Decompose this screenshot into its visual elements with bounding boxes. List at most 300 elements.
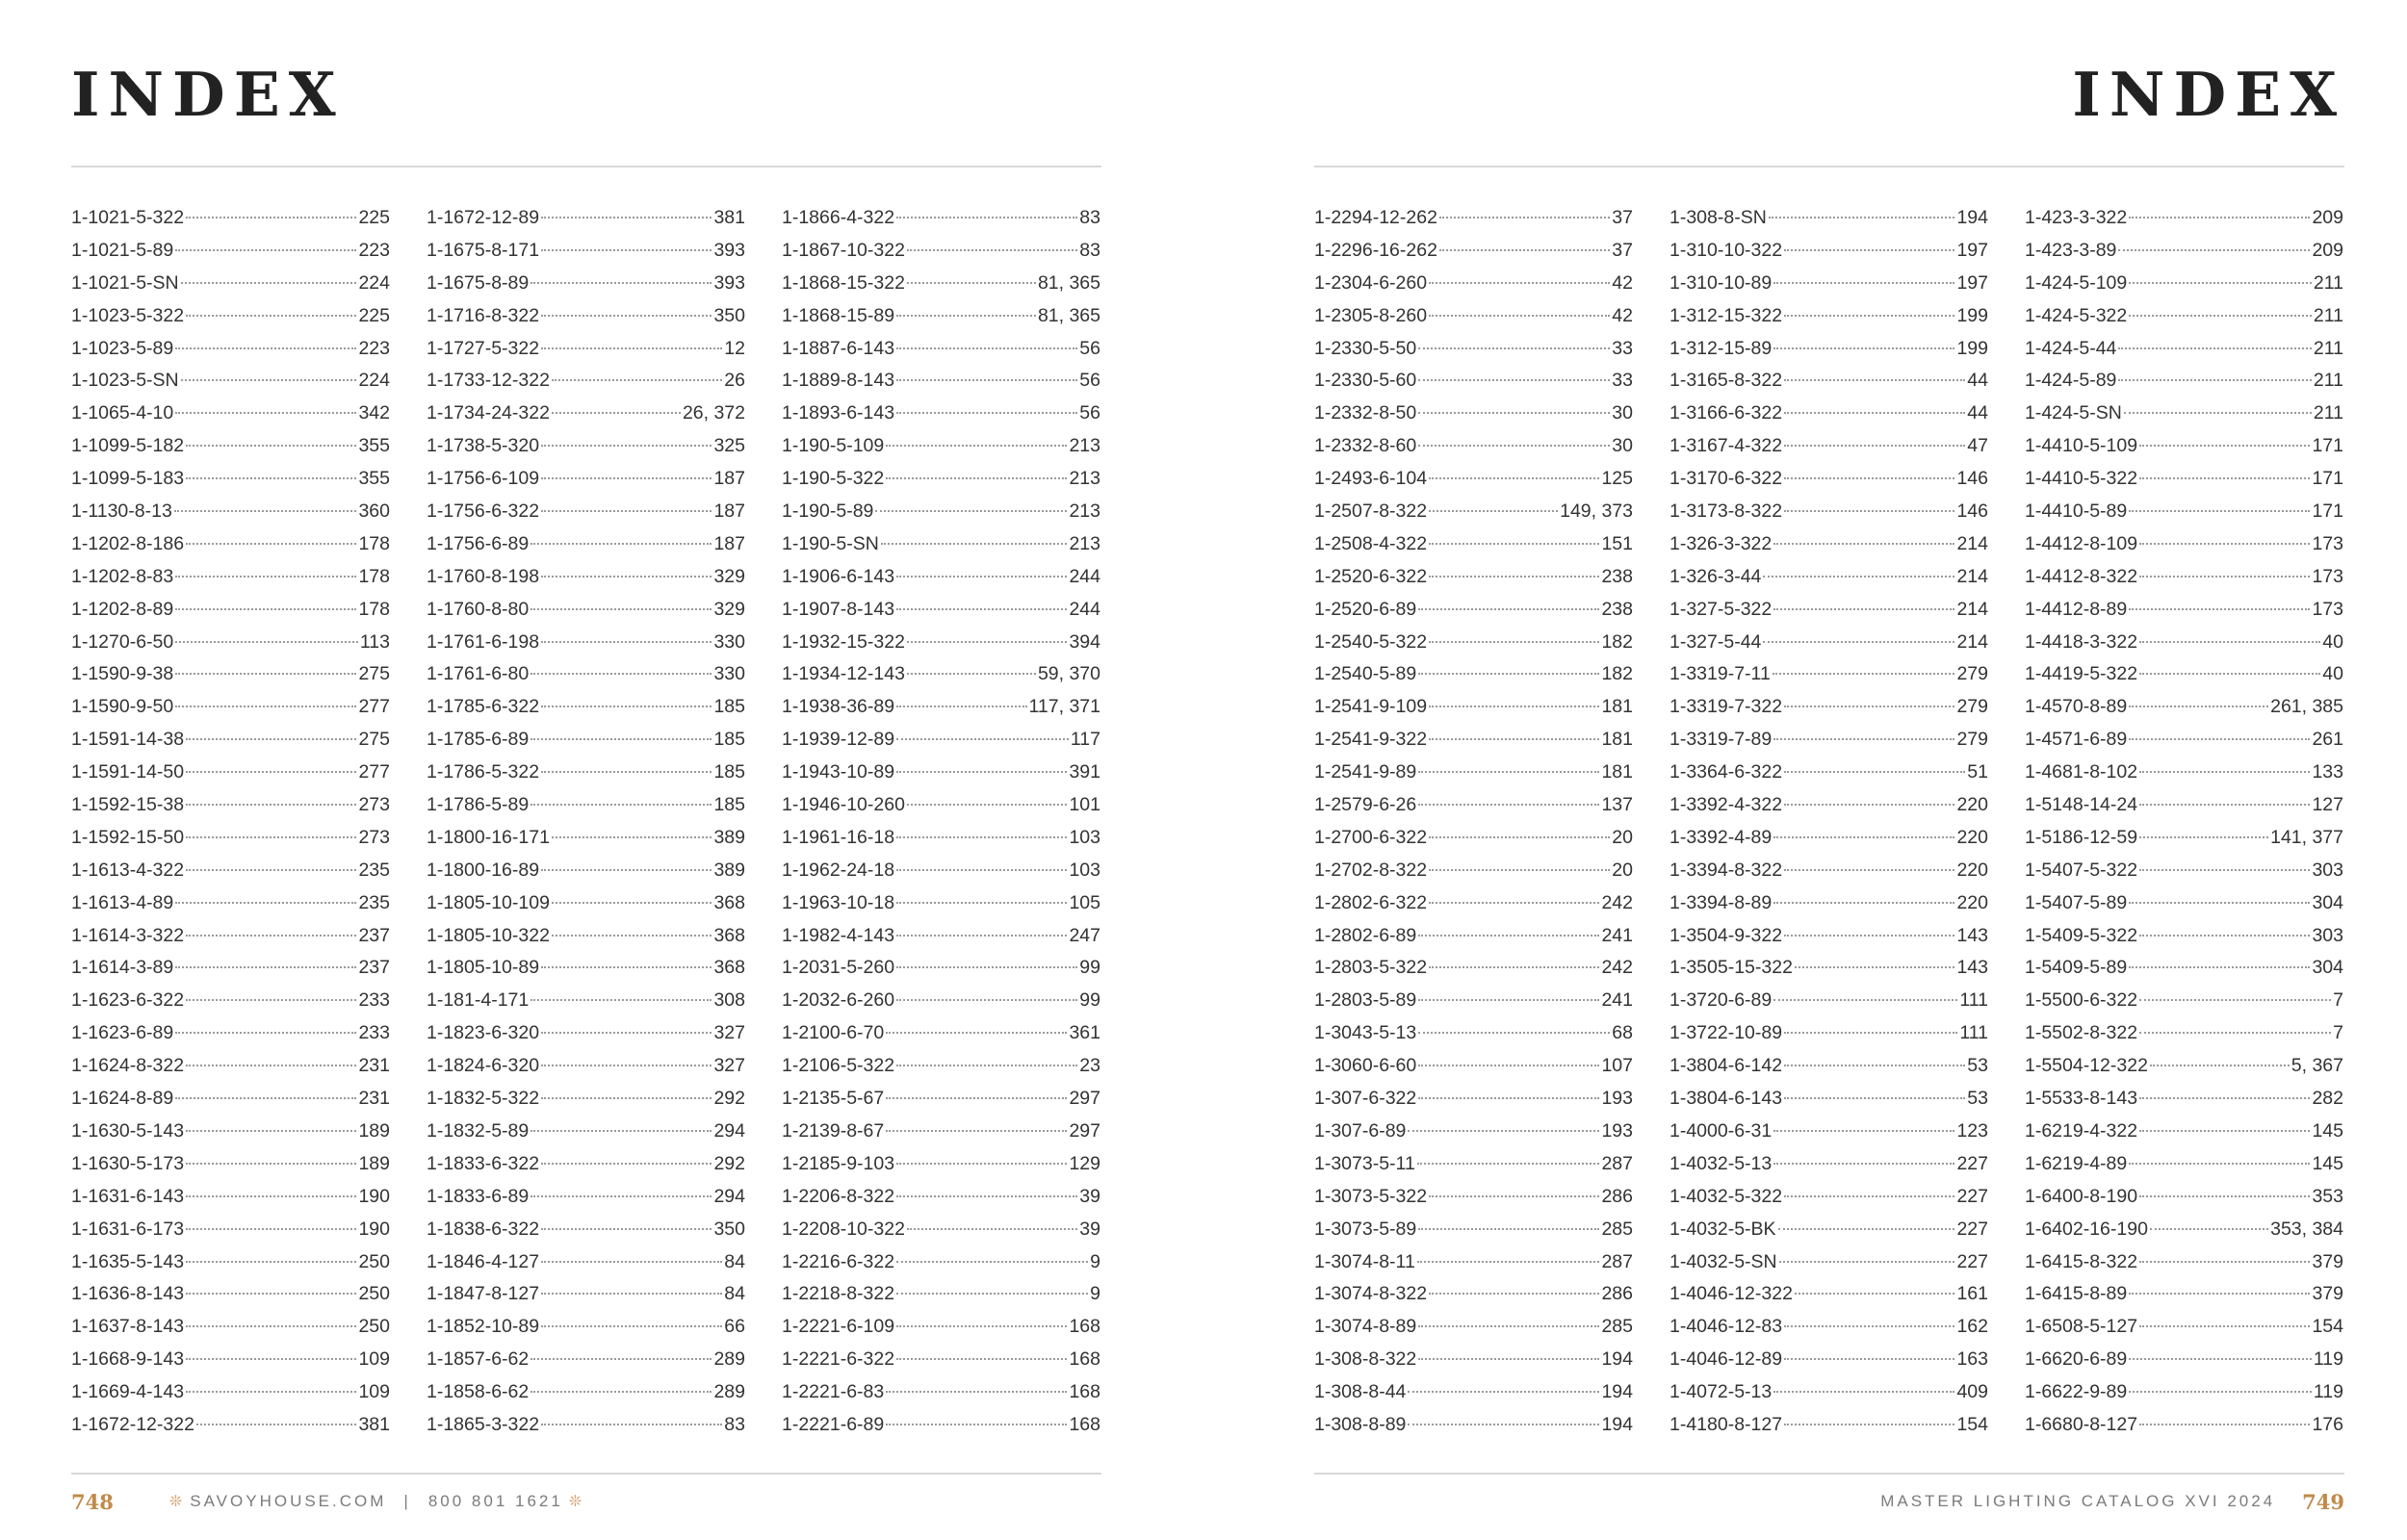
dot-leader bbox=[886, 1032, 1067, 1034]
item-code: 1-312-15-322 bbox=[1669, 304, 1783, 326]
dot-leader bbox=[552, 379, 722, 381]
page-reference: 182 bbox=[1601, 663, 1633, 685]
index-entry bbox=[2025, 1214, 2343, 1246]
item-code: 1-1805-10-322 bbox=[427, 924, 550, 946]
dot-leader bbox=[2139, 641, 2320, 643]
index-entry bbox=[427, 1050, 745, 1083]
page-reference: 194 bbox=[1956, 207, 1988, 228]
item-code: 1-2579-6-26 bbox=[1314, 794, 1417, 816]
item-code: 1-3073-5-322 bbox=[1314, 1185, 1428, 1207]
dot-leader bbox=[1773, 836, 1954, 838]
index-entry bbox=[1314, 365, 1633, 398]
page-reference: 181 bbox=[1601, 761, 1633, 783]
item-code: 1-2221-6-83 bbox=[782, 1381, 885, 1403]
index-entry bbox=[427, 1376, 745, 1409]
index-entry bbox=[71, 757, 390, 789]
index-entry bbox=[427, 952, 745, 985]
item-code: 1-3074-8-322 bbox=[1314, 1283, 1428, 1305]
item-code: 1-1630-5-173 bbox=[71, 1152, 185, 1174]
item-code: 1-1805-10-89 bbox=[427, 957, 540, 979]
page-reference: 327 bbox=[713, 1022, 745, 1044]
index-entry bbox=[71, 1311, 390, 1344]
dot-leader bbox=[1418, 1358, 1599, 1360]
item-code: 1-1669-4-143 bbox=[71, 1381, 185, 1403]
item-code: 1-3167-4-322 bbox=[1669, 435, 1783, 457]
page-reference: 224 bbox=[358, 271, 390, 294]
item-code: 1-5409-5-322 bbox=[2025, 924, 2138, 946]
item-code: 1-1760-8-80 bbox=[427, 598, 530, 620]
page-reference: 353 bbox=[2312, 1185, 2343, 1207]
item-code: 1-2802-6-89 bbox=[1314, 924, 1417, 946]
dot-leader bbox=[531, 608, 712, 610]
item-code: 1-4419-5-322 bbox=[2025, 663, 2138, 685]
page-reference: 213 bbox=[1069, 532, 1100, 554]
index-entry bbox=[2025, 268, 2343, 300]
index-entry bbox=[427, 365, 745, 398]
dot-leader bbox=[1778, 1228, 1955, 1230]
dot-leader bbox=[1784, 1325, 1954, 1327]
dot-leader bbox=[1418, 412, 1610, 414]
dot-leader bbox=[896, 836, 1067, 838]
page-reference: 185 bbox=[713, 696, 745, 718]
page-reference: 381 bbox=[358, 1413, 390, 1435]
index-entry bbox=[2025, 985, 2343, 1017]
dot-leader bbox=[186, 738, 356, 740]
page-reference: 105 bbox=[1069, 891, 1100, 913]
item-code: 1-4570-8-89 bbox=[2025, 696, 2128, 718]
page-reference: 368 bbox=[713, 957, 745, 979]
dot-leader bbox=[896, 217, 1077, 218]
index-entry bbox=[1669, 627, 1988, 659]
page-reference: 231 bbox=[358, 1055, 390, 1077]
dot-leader bbox=[1418, 1228, 1599, 1230]
index-entry bbox=[782, 463, 1100, 496]
page-reference: 213 bbox=[1069, 435, 1100, 457]
page-reference: 151 bbox=[1601, 532, 1633, 554]
index-entry bbox=[427, 985, 745, 1017]
item-code: 1-308-8-89 bbox=[1314, 1413, 1407, 1435]
index-entry bbox=[1669, 528, 1988, 561]
item-code: 1-3319-7-89 bbox=[1669, 729, 1773, 751]
item-code: 1-2330-5-60 bbox=[1314, 370, 1417, 392]
item-code: 1-4412-8-89 bbox=[2025, 598, 2128, 620]
dot-leader bbox=[907, 282, 1036, 284]
index-entry bbox=[1314, 268, 1633, 300]
item-code: 1-424-5-SN bbox=[2025, 402, 2122, 424]
item-code: 1-2520-6-89 bbox=[1314, 598, 1417, 620]
item-code: 1-1857-6-62 bbox=[427, 1348, 530, 1371]
item-code: 1-6400-8-190 bbox=[2025, 1185, 2138, 1207]
page-reference: 197 bbox=[1956, 239, 1988, 261]
index-entry bbox=[1669, 398, 1988, 430]
index-entry bbox=[427, 1214, 745, 1246]
page-reference: 391 bbox=[1069, 761, 1100, 783]
index-entry bbox=[782, 691, 1100, 724]
dot-leader bbox=[2129, 738, 2310, 740]
dot-leader bbox=[1418, 1097, 1599, 1099]
index-entry bbox=[71, 398, 390, 430]
item-code: 1-2106-5-322 bbox=[782, 1055, 895, 1077]
index-entry bbox=[427, 1083, 745, 1116]
dot-leader bbox=[186, 543, 356, 545]
dot-leader bbox=[1773, 543, 1954, 545]
page-reference: 117, 371 bbox=[1028, 696, 1100, 718]
page-reference: 225 bbox=[358, 207, 390, 228]
dot-leader bbox=[1429, 706, 1599, 707]
page-reference: 20 bbox=[1612, 859, 1633, 881]
page-reference: 193 bbox=[1601, 1088, 1633, 1110]
index-entry bbox=[427, 300, 745, 333]
index-entry bbox=[71, 235, 390, 268]
dot-leader bbox=[2129, 1293, 2310, 1295]
index-entry bbox=[2025, 691, 2343, 724]
index-entry bbox=[71, 1083, 390, 1116]
index-entry bbox=[2025, 1344, 2343, 1376]
dot-leader bbox=[186, 315, 356, 317]
page-reference: 143 bbox=[1956, 957, 1988, 979]
index-entry bbox=[1314, 1214, 1633, 1246]
index-entry bbox=[427, 398, 745, 430]
item-code: 1-6680-8-127 bbox=[2025, 1413, 2138, 1435]
dot-leader bbox=[2139, 1195, 2310, 1197]
index-entry bbox=[1314, 1017, 1633, 1050]
index-entry bbox=[1314, 528, 1633, 561]
dot-leader bbox=[1429, 1195, 1599, 1197]
item-code: 1-1838-6-322 bbox=[427, 1218, 540, 1240]
index-entry bbox=[1669, 268, 1988, 300]
item-code: 1-4032-5-13 bbox=[1669, 1152, 1773, 1174]
dot-leader bbox=[2129, 608, 2310, 610]
dot-leader bbox=[896, 902, 1067, 904]
index-entry bbox=[1669, 463, 1988, 496]
dot-leader bbox=[2129, 510, 2310, 512]
item-code: 1-2221-6-109 bbox=[782, 1316, 895, 1338]
dot-leader bbox=[2129, 1163, 2310, 1165]
dot-leader bbox=[541, 249, 712, 251]
page-reference: 303 bbox=[2312, 859, 2343, 881]
page-reference: 123 bbox=[1956, 1119, 1988, 1142]
index-column bbox=[782, 202, 1100, 1442]
index-entry bbox=[782, 887, 1100, 920]
dot-leader bbox=[875, 510, 1067, 512]
item-code: 1-1907-8-143 bbox=[782, 598, 895, 620]
dot-leader bbox=[2118, 379, 2312, 381]
item-code: 1-4046-12-83 bbox=[1669, 1316, 1783, 1338]
page-reference: 327 bbox=[713, 1055, 745, 1077]
page-reference: 220 bbox=[1956, 794, 1988, 816]
index-entry bbox=[1314, 333, 1633, 366]
index-entry bbox=[427, 1017, 745, 1050]
page-reference: 294 bbox=[713, 1119, 745, 1142]
item-code: 1-1866-4-322 bbox=[782, 207, 895, 228]
item-code: 1-424-5-322 bbox=[2025, 304, 2128, 326]
dot-leader bbox=[1418, 673, 1599, 675]
index-entry bbox=[1314, 887, 1633, 920]
index-entry bbox=[2025, 887, 2343, 920]
page-reference: 297 bbox=[1069, 1119, 1100, 1142]
item-code: 1-1636-8-143 bbox=[71, 1283, 185, 1305]
page-reference: 66 bbox=[724, 1316, 745, 1338]
page-reference: 9 bbox=[1090, 1250, 1100, 1272]
index-entry bbox=[1314, 1344, 1633, 1376]
page-reference: 244 bbox=[1069, 598, 1100, 620]
item-code: 1-1887-6-143 bbox=[782, 337, 895, 359]
page-reference: 368 bbox=[713, 924, 745, 946]
page-reference: 149, 373 bbox=[1560, 500, 1633, 523]
dot-leader bbox=[175, 1097, 356, 1099]
dot-leader bbox=[2139, 673, 2320, 675]
index-entry bbox=[1314, 202, 1633, 235]
index-entry bbox=[2025, 496, 2343, 528]
item-code: 1-1591-14-38 bbox=[71, 729, 185, 751]
page-reference: 107 bbox=[1601, 1055, 1633, 1077]
page-reference: 220 bbox=[1956, 859, 1988, 881]
item-code: 1-1130-8-13 bbox=[71, 500, 172, 523]
page-reference: 350 bbox=[713, 304, 745, 326]
index-entry bbox=[427, 822, 745, 855]
item-code: 1-1868-15-322 bbox=[782, 271, 905, 294]
page-reference: 168 bbox=[1069, 1316, 1100, 1338]
dot-leader bbox=[1439, 249, 1610, 251]
item-code: 1-1624-8-322 bbox=[71, 1055, 185, 1077]
index-entry bbox=[782, 1311, 1100, 1344]
dot-leader bbox=[896, 1261, 1088, 1263]
index-entry bbox=[71, 300, 390, 333]
item-code: 1-2493-6-104 bbox=[1314, 468, 1428, 490]
item-code: 1-1946-10-260 bbox=[782, 794, 905, 816]
item-code: 1-2541-9-109 bbox=[1314, 696, 1428, 718]
index-entry bbox=[1314, 1246, 1633, 1279]
page-reference: 286 bbox=[1601, 1283, 1633, 1305]
dot-leader bbox=[896, 1163, 1067, 1165]
item-code: 1-3165-8-322 bbox=[1669, 370, 1783, 392]
page-reference: 59, 370 bbox=[1037, 663, 1100, 685]
index-entry bbox=[71, 658, 390, 691]
dot-leader bbox=[1784, 379, 1965, 381]
footer-divider bbox=[1314, 1473, 2344, 1475]
page-reference: 231 bbox=[358, 1088, 390, 1110]
item-code: 1-308-8-322 bbox=[1314, 1348, 1417, 1371]
index-entry bbox=[71, 365, 390, 398]
index-entry bbox=[2025, 300, 2343, 333]
item-code: 1-310-10-322 bbox=[1669, 239, 1783, 261]
page-reference: 237 bbox=[358, 924, 390, 946]
item-code: 1-1934-12-143 bbox=[782, 663, 905, 685]
item-code: 1-6219-4-322 bbox=[2025, 1119, 2138, 1142]
page-reference: 227 bbox=[1956, 1152, 1988, 1174]
index-entry bbox=[782, 1017, 1100, 1050]
item-code: 1-1738-5-320 bbox=[427, 435, 540, 457]
item-code: 1-5533-8-143 bbox=[2025, 1088, 2138, 1110]
item-code: 1-5186-12-59 bbox=[2025, 826, 2138, 848]
item-code: 1-1099-5-182 bbox=[71, 435, 185, 457]
item-code: 1-2218-8-322 bbox=[782, 1283, 895, 1305]
index-entry bbox=[782, 235, 1100, 268]
page-reference: 51 bbox=[1967, 761, 1988, 783]
page-reference: 111 bbox=[1959, 1022, 1988, 1044]
page-reference: 173 bbox=[2312, 532, 2343, 554]
page-reference: 199 bbox=[1956, 304, 1988, 326]
page-reference: 227 bbox=[1956, 1218, 1988, 1240]
page-reference: 250 bbox=[358, 1283, 390, 1305]
index-entry bbox=[1314, 1050, 1633, 1083]
dot-leader bbox=[1784, 869, 1954, 871]
dot-leader bbox=[186, 445, 356, 447]
item-code: 1-2803-5-322 bbox=[1314, 957, 1428, 979]
page-reference: 242 bbox=[1601, 957, 1633, 979]
page-reference: 99 bbox=[1079, 989, 1100, 1012]
index-entry bbox=[1314, 1148, 1633, 1181]
item-code: 1-1623-6-89 bbox=[71, 1022, 174, 1044]
page-reference: 250 bbox=[358, 1316, 390, 1338]
dot-leader bbox=[174, 510, 357, 512]
item-code: 1-4681-8-102 bbox=[2025, 761, 2138, 783]
index-entry bbox=[2025, 561, 2343, 594]
item-code: 1-424-5-109 bbox=[2025, 271, 2128, 294]
index-entry bbox=[782, 333, 1100, 366]
dot-leader bbox=[907, 249, 1077, 251]
item-code: 1-1270-6-50 bbox=[71, 630, 174, 653]
item-code: 1-308-8-SN bbox=[1669, 207, 1767, 228]
dot-leader bbox=[1784, 1032, 1957, 1034]
page-reference: 190 bbox=[358, 1185, 390, 1207]
dot-leader bbox=[907, 641, 1068, 643]
page-reference: 83 bbox=[724, 1413, 745, 1435]
page-reference: 109 bbox=[358, 1381, 390, 1403]
dot-leader bbox=[2139, 477, 2310, 479]
item-code: 1-5407-5-322 bbox=[2025, 859, 2138, 881]
item-code: 1-3170-6-322 bbox=[1669, 468, 1783, 490]
dot-leader bbox=[175, 1032, 356, 1034]
dot-leader bbox=[2139, 445, 2310, 447]
page-reference: 47 bbox=[1967, 435, 1988, 457]
page-reference: 238 bbox=[1601, 565, 1633, 587]
page-reference: 303 bbox=[2312, 924, 2343, 946]
website-link[interactable]: SAVOYHOUSE.COM bbox=[190, 1492, 387, 1510]
index-entry bbox=[1314, 1181, 1633, 1214]
page-reference: 261, 385 bbox=[2270, 696, 2343, 718]
item-code: 1-1675-8-89 bbox=[427, 271, 530, 294]
dot-leader bbox=[186, 1293, 356, 1295]
index-entry bbox=[782, 1116, 1100, 1148]
index-entry bbox=[1314, 855, 1633, 887]
index-entry bbox=[1669, 691, 1988, 724]
page-reference: 53 bbox=[1967, 1055, 1988, 1077]
dot-leader bbox=[1418, 1032, 1610, 1034]
item-code: 1-1592-15-50 bbox=[71, 826, 185, 848]
index-entry bbox=[1669, 594, 1988, 627]
index-entry bbox=[1669, 1148, 1988, 1181]
index-entry bbox=[71, 1214, 390, 1246]
dot-leader bbox=[1784, 771, 1965, 773]
item-code: 1-1846-4-127 bbox=[427, 1250, 540, 1272]
dot-leader bbox=[175, 902, 356, 904]
dot-leader bbox=[186, 935, 356, 937]
index-entry bbox=[1314, 691, 1633, 724]
page-reference: 103 bbox=[1069, 859, 1100, 881]
page-reference: 187 bbox=[713, 468, 745, 490]
index-entry bbox=[427, 627, 745, 659]
index-entry bbox=[427, 1116, 745, 1148]
dot-leader bbox=[886, 1097, 1067, 1099]
page-reference: 39 bbox=[1079, 1185, 1100, 1207]
index-entry bbox=[1669, 1181, 1988, 1214]
page-reference: 279 bbox=[1956, 729, 1988, 751]
index-entry bbox=[71, 1050, 390, 1083]
item-code: 1-4000-6-31 bbox=[1669, 1119, 1773, 1142]
dot-leader bbox=[1784, 445, 1965, 447]
dot-leader bbox=[886, 477, 1067, 479]
index-entry bbox=[782, 365, 1100, 398]
item-code: 1-190-5-89 bbox=[782, 500, 874, 523]
page-reference: 178 bbox=[358, 532, 390, 554]
page-reference: 304 bbox=[2312, 891, 2343, 913]
item-code: 1-3804-6-142 bbox=[1669, 1055, 1783, 1077]
index-entry bbox=[1314, 658, 1633, 691]
item-code: 1-6402-16-190 bbox=[2025, 1218, 2148, 1240]
catalog-name: MASTER LIGHTING CATALOG XVI 2024 bbox=[1880, 1492, 2276, 1510]
index-entry bbox=[2025, 1278, 2343, 1311]
dot-leader bbox=[886, 445, 1067, 447]
item-code: 1-1613-4-89 bbox=[71, 891, 174, 913]
item-code: 1-3504-9-322 bbox=[1669, 924, 1783, 946]
dot-leader bbox=[896, 412, 1077, 414]
dot-leader bbox=[541, 1261, 722, 1263]
index-entry bbox=[1314, 1376, 1633, 1409]
item-code: 1-2185-9-103 bbox=[782, 1152, 895, 1174]
page-reference: 213 bbox=[1069, 500, 1100, 523]
page-reference: 214 bbox=[1956, 565, 1988, 587]
dot-leader bbox=[2139, 1032, 2331, 1034]
page-reference: 389 bbox=[713, 826, 745, 848]
index-entry bbox=[782, 202, 1100, 235]
page-reference: 247 bbox=[1069, 924, 1100, 946]
page-reference: 241 bbox=[1601, 924, 1633, 946]
page-reference: 277 bbox=[358, 761, 390, 783]
page-reference: 111 bbox=[1959, 989, 1988, 1012]
item-code: 1-326-3-322 bbox=[1669, 532, 1773, 554]
item-code: 1-1824-6-320 bbox=[427, 1055, 540, 1077]
index-entry bbox=[1314, 789, 1633, 822]
dot-leader bbox=[186, 1391, 356, 1393]
item-code: 1-1023-5-322 bbox=[71, 304, 185, 326]
page-reference: 223 bbox=[358, 239, 390, 261]
item-code: 1-1943-10-89 bbox=[782, 761, 895, 783]
flourish-icon: ❊ bbox=[168, 1494, 183, 1510]
index-entry bbox=[71, 691, 390, 724]
page-reference: 84 bbox=[724, 1283, 745, 1305]
index-entry bbox=[427, 1181, 745, 1214]
dot-leader bbox=[1763, 641, 1954, 643]
item-code: 1-4410-5-322 bbox=[2025, 468, 2138, 490]
item-code: 1-4412-8-322 bbox=[2025, 565, 2138, 587]
dot-leader bbox=[1417, 1261, 1600, 1263]
index-entry bbox=[782, 1344, 1100, 1376]
page-reference: 233 bbox=[358, 989, 390, 1012]
dot-leader bbox=[1408, 1391, 1599, 1393]
index-entry bbox=[1669, 1050, 1988, 1083]
dot-leader bbox=[1418, 804, 1599, 806]
item-code: 1-1823-6-320 bbox=[427, 1022, 540, 1044]
item-code: 1-2032-6-260 bbox=[782, 989, 895, 1012]
page-reference: 379 bbox=[2312, 1250, 2343, 1272]
page-reference: 187 bbox=[713, 532, 745, 554]
item-code: 1-310-10-89 bbox=[1669, 271, 1773, 294]
item-code: 1-1727-5-322 bbox=[427, 337, 540, 359]
dot-leader bbox=[541, 1032, 712, 1034]
item-code: 1-1760-8-198 bbox=[427, 565, 540, 587]
dot-leader bbox=[896, 1293, 1088, 1295]
